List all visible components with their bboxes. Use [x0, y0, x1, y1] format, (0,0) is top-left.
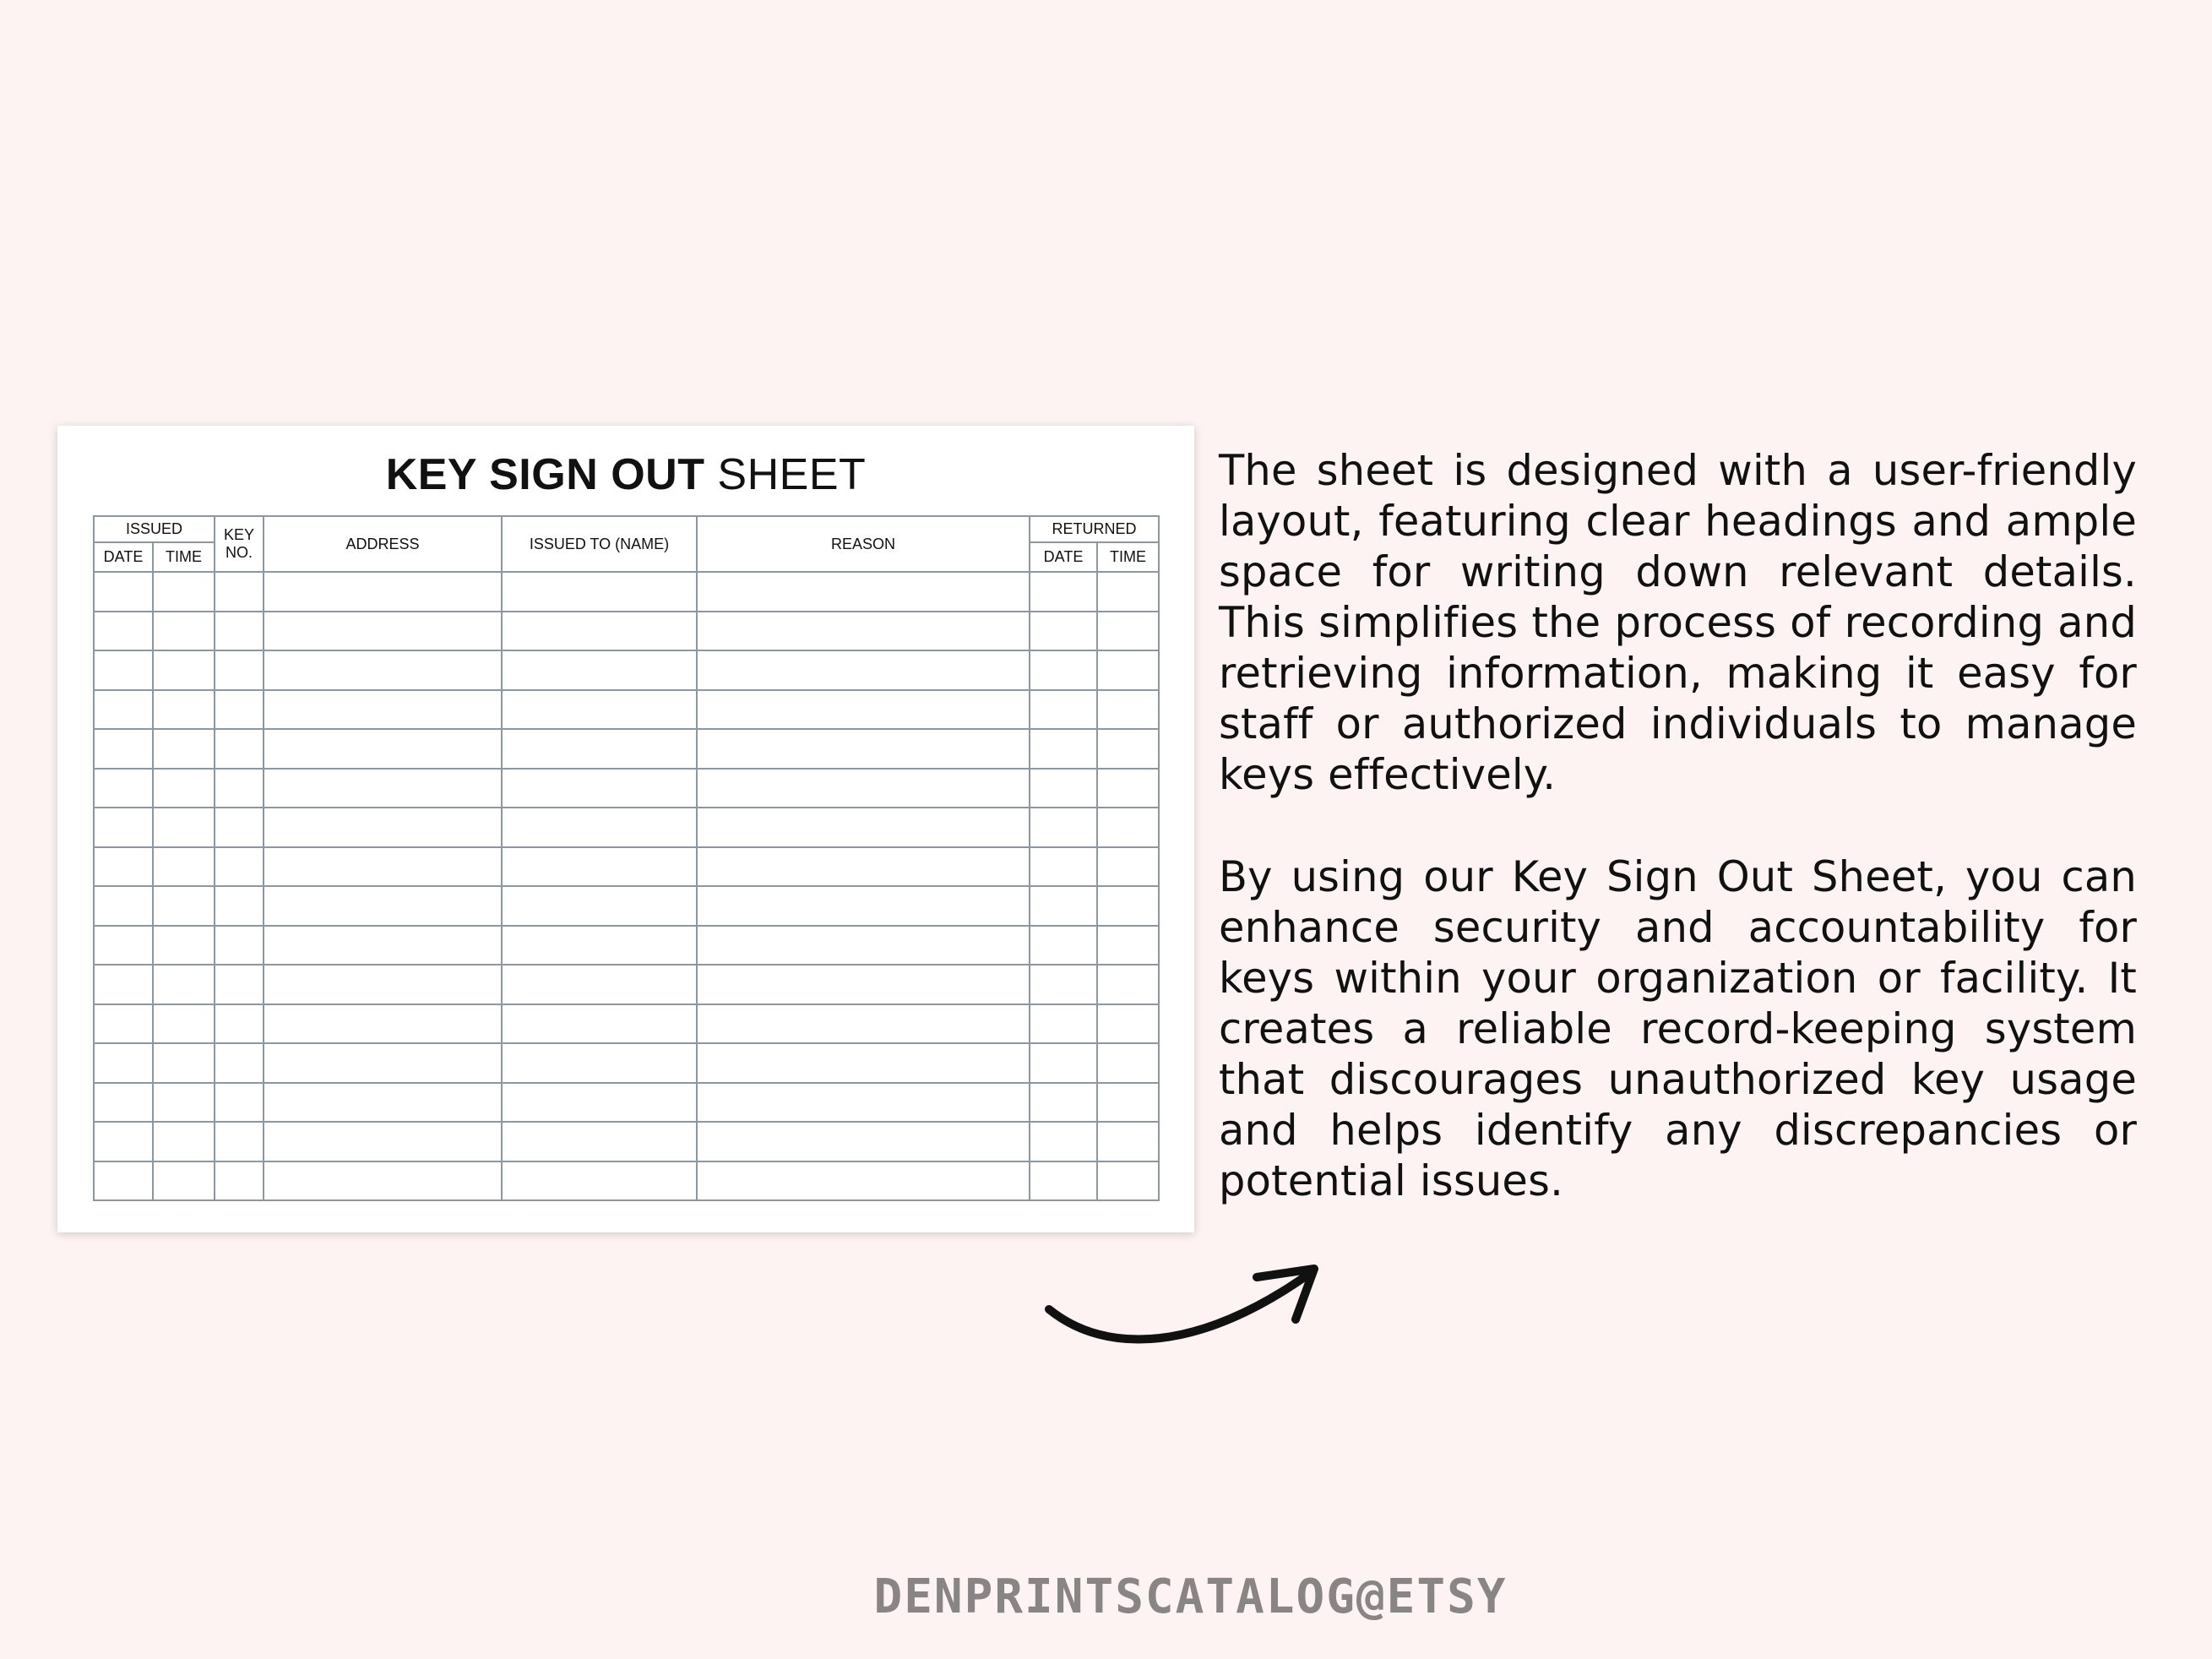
table-cell	[215, 965, 264, 1004]
table-cell	[697, 572, 1030, 612]
table-cell	[94, 847, 153, 887]
table-cell	[264, 690, 502, 730]
table-cell	[94, 729, 153, 769]
table-cell	[153, 1043, 215, 1083]
table-cell	[502, 965, 697, 1004]
table-cell	[215, 729, 264, 769]
table-cell	[1097, 572, 1159, 612]
table-row	[94, 612, 1159, 651]
table-cell	[697, 650, 1030, 690]
table-cell	[94, 808, 153, 847]
table-cell	[264, 1122, 502, 1161]
table-cell	[94, 650, 153, 690]
table-cell	[153, 650, 215, 690]
table-cell	[697, 1161, 1030, 1201]
table-row	[94, 769, 1159, 808]
table-row	[94, 965, 1159, 1004]
table-cell	[94, 612, 153, 651]
table-cell	[153, 1161, 215, 1201]
sheet-title-bold: KEY SIGN OUT	[385, 450, 705, 499]
table-cell	[215, 886, 264, 926]
table-cell	[502, 769, 697, 808]
table-cell	[502, 729, 697, 769]
table-row	[94, 808, 1159, 847]
table-cell	[1097, 1043, 1159, 1083]
table-cell	[215, 572, 264, 612]
key-no-header-line1: KEY	[223, 526, 255, 544]
table-cell	[264, 612, 502, 651]
table-cell	[502, 612, 697, 651]
sheet-title	[57, 449, 1194, 500]
table-cell	[1030, 1043, 1097, 1083]
table-cell	[1030, 769, 1097, 808]
sign-out-table-body	[94, 572, 1159, 1200]
table-cell	[153, 1083, 215, 1123]
table-cell	[153, 1122, 215, 1161]
address-header: ADDRESS	[264, 516, 502, 572]
table-row	[94, 1004, 1159, 1044]
table-cell	[697, 729, 1030, 769]
table-cell	[1030, 650, 1097, 690]
reason-header: REASON	[697, 516, 1030, 572]
table-cell	[697, 808, 1030, 847]
table-cell	[94, 1004, 153, 1044]
table-cell	[1097, 612, 1159, 651]
table-cell	[215, 1083, 264, 1123]
table-cell	[697, 886, 1030, 926]
table-cell	[94, 572, 153, 612]
table-cell	[215, 769, 264, 808]
table-cell	[94, 1043, 153, 1083]
table-cell	[1097, 1004, 1159, 1044]
description-paragraph-2: By using our Key Sign Out Sheet, you can enhance security and accountability for keys within your organization or facility. It creates a reliable record-keeping system that discourages unauthorized key usage and helps identify any discrepancies or potential issues.	[1219, 852, 2137, 1205]
table-cell	[153, 886, 215, 926]
table-cell	[153, 729, 215, 769]
table-cell	[264, 1083, 502, 1123]
shop-name-footer: DENPRINTSCATALOG@ETSY	[873, 1569, 1508, 1624]
table-cell	[697, 612, 1030, 651]
table-cell	[153, 808, 215, 847]
table-cell	[153, 1004, 215, 1044]
sheet-title-light: SHEET	[717, 450, 867, 499]
issued-date-header: DATE	[94, 542, 153, 572]
table-cell	[502, 808, 697, 847]
table-row	[94, 1083, 1159, 1123]
table-cell	[153, 769, 215, 808]
returned-time-header: TIME	[1097, 542, 1159, 572]
table-cell	[215, 612, 264, 651]
table-cell	[153, 572, 215, 612]
table-cell	[1030, 612, 1097, 651]
table-cell	[1030, 886, 1097, 926]
issued-time-header: TIME	[153, 542, 215, 572]
issued-to-header: ISSUED TO (NAME)	[502, 516, 697, 572]
table-cell	[502, 650, 697, 690]
table-cell	[502, 1122, 697, 1161]
table-cell	[153, 847, 215, 887]
table-cell	[264, 886, 502, 926]
table-cell	[697, 847, 1030, 887]
table-row	[94, 729, 1159, 769]
key-no-header	[215, 516, 264, 572]
table-cell	[1030, 729, 1097, 769]
table-cell	[264, 965, 502, 1004]
table-cell	[215, 690, 264, 730]
table-row	[94, 650, 1159, 690]
table-cell	[215, 847, 264, 887]
table-cell	[215, 1122, 264, 1161]
table-cell	[697, 690, 1030, 730]
table-cell	[1097, 690, 1159, 730]
curved-arrow-icon	[1030, 1250, 1360, 1368]
table-cell	[264, 769, 502, 808]
table-row	[94, 1043, 1159, 1083]
sign-out-table	[93, 515, 1160, 1201]
issued-header: ISSUED	[94, 516, 215, 542]
table-row	[94, 926, 1159, 965]
table-cell	[1097, 808, 1159, 847]
table-cell	[94, 926, 153, 965]
table-cell	[264, 1043, 502, 1083]
table-row	[94, 690, 1159, 730]
table-row	[94, 847, 1159, 887]
table-cell	[153, 612, 215, 651]
key-no-header-line2: NO.	[225, 544, 253, 561]
table-cell	[502, 690, 697, 730]
table-cell	[502, 847, 697, 887]
returned-header: RETURNED	[1030, 516, 1159, 542]
table-cell	[264, 1004, 502, 1044]
table-cell	[697, 1043, 1030, 1083]
table-cell	[215, 650, 264, 690]
table-cell	[264, 572, 502, 612]
table-cell	[215, 1043, 264, 1083]
table-cell	[502, 1161, 697, 1201]
table-cell	[94, 690, 153, 730]
table-cell	[153, 690, 215, 730]
table-cell	[502, 886, 697, 926]
table-cell	[264, 808, 502, 847]
table-cell	[1097, 650, 1159, 690]
table-cell	[1097, 729, 1159, 769]
table-cell	[697, 769, 1030, 808]
table-cell	[502, 1043, 697, 1083]
table-cell	[1030, 965, 1097, 1004]
table-cell	[94, 965, 153, 1004]
table-cell	[1030, 1004, 1097, 1044]
table-cell	[264, 926, 502, 965]
table-cell	[502, 926, 697, 965]
table-cell	[1030, 1083, 1097, 1123]
table-row	[94, 886, 1159, 926]
table-cell	[215, 1004, 264, 1044]
table-cell	[215, 1161, 264, 1201]
table-cell	[502, 572, 697, 612]
table-cell	[1097, 1083, 1159, 1123]
table-cell	[502, 1004, 697, 1044]
table-cell	[502, 1083, 697, 1123]
table-cell	[1097, 965, 1159, 1004]
table-row	[94, 572, 1159, 612]
table-row	[94, 1122, 1159, 1161]
table-cell	[94, 1122, 153, 1161]
table-cell	[697, 1004, 1030, 1044]
table-cell	[697, 1122, 1030, 1161]
table-cell	[264, 1161, 502, 1201]
table-cell	[1030, 1161, 1097, 1201]
table-cell	[264, 847, 502, 887]
table-cell	[1030, 847, 1097, 887]
table-cell	[1030, 1122, 1097, 1161]
table-cell	[1097, 886, 1159, 926]
table-cell	[215, 808, 264, 847]
table-cell	[1030, 808, 1097, 847]
table-cell	[1030, 926, 1097, 965]
returned-date-header: DATE	[1030, 542, 1097, 572]
table-cell	[94, 886, 153, 926]
table-cell	[153, 926, 215, 965]
description-paragraph-1: The sheet is designed with a user-friendly layout, featuring clear headings and ample space for writing down relevant details. This simplifies the process of recording and retrieving information, making it easy for staff or authorized individuals to manage keys effectively.	[1219, 446, 2137, 799]
table-cell	[697, 965, 1030, 1004]
table-cell	[1097, 1161, 1159, 1201]
table-cell	[1097, 1122, 1159, 1161]
table-cell	[264, 650, 502, 690]
table-cell	[1097, 769, 1159, 808]
table-cell	[94, 769, 153, 808]
table-cell	[697, 1083, 1030, 1123]
table-cell	[215, 926, 264, 965]
table-row	[94, 1161, 1159, 1201]
key-sign-out-sheet-preview	[57, 426, 1194, 1232]
table-cell	[94, 1161, 153, 1201]
table-cell	[94, 1083, 153, 1123]
table-cell	[153, 965, 215, 1004]
table-cell	[1030, 572, 1097, 612]
table-cell	[1030, 690, 1097, 730]
table-cell	[1097, 926, 1159, 965]
table-cell	[264, 729, 502, 769]
table-cell	[1097, 847, 1159, 887]
table-cell	[697, 926, 1030, 965]
